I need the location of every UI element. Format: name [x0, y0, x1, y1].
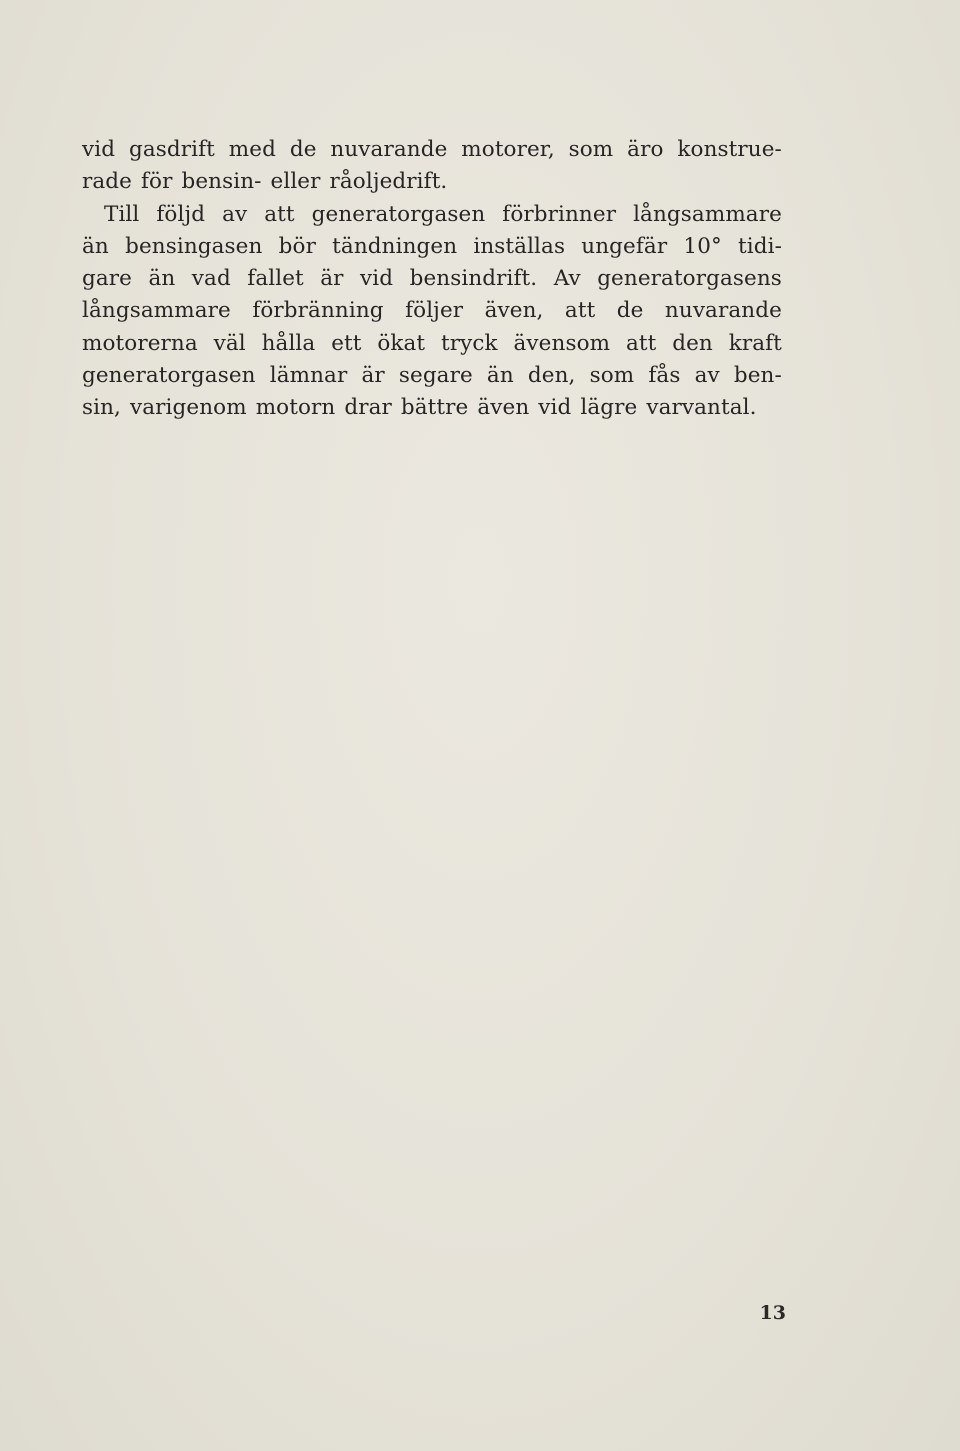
- page-number: 13: [759, 1302, 786, 1324]
- word: följer: [405, 298, 464, 324]
- word: motorerna: [82, 330, 198, 356]
- word: bättre: [400, 395, 469, 421]
- word: att: [564, 298, 596, 324]
- word: är: [320, 266, 344, 292]
- word: som: [589, 363, 635, 389]
- text-line: [82, 231, 782, 263]
- word: generatorgasens: [597, 266, 782, 292]
- word: råoljedrift.: [329, 169, 448, 195]
- word: tryck: [441, 330, 498, 356]
- word: även,: [484, 298, 544, 324]
- word: nuvarande: [330, 137, 448, 162]
- word: generatorgasen: [311, 201, 486, 227]
- word: än: [82, 233, 109, 259]
- word: med: [228, 137, 276, 162]
- word: vid: [360, 266, 394, 292]
- word: fås: [648, 363, 681, 389]
- word: ävensom: [513, 330, 611, 356]
- word: följd: [156, 201, 206, 227]
- word: väl: [213, 330, 246, 356]
- word: rade: [82, 169, 132, 195]
- word: gare: [82, 266, 132, 292]
- word: inställas: [473, 233, 566, 259]
- word: vid: [538, 395, 572, 421]
- text-line: [82, 263, 782, 295]
- word: nuvarande: [664, 298, 782, 324]
- word: av: [222, 201, 248, 227]
- word: bensingasen: [125, 233, 263, 259]
- word: generatorgasen: [82, 363, 256, 389]
- word: segare: [398, 363, 473, 389]
- word: kraft: [728, 330, 782, 356]
- word: att: [625, 330, 657, 356]
- word: bensindrift.: [409, 266, 538, 292]
- word: långsammare: [82, 298, 231, 324]
- word: de: [289, 137, 317, 162]
- word: ungefär: [581, 233, 668, 259]
- word: att: [264, 201, 295, 227]
- word: lägre: [580, 395, 638, 421]
- word: än: [486, 363, 514, 389]
- text-line: [82, 199, 782, 231]
- text-line: [82, 328, 782, 360]
- word: som: [568, 137, 614, 162]
- word: lämnar: [269, 363, 348, 389]
- word: varigenom: [130, 395, 247, 421]
- word: fallet: [247, 266, 304, 292]
- word: drar: [344, 395, 392, 421]
- word: de: [616, 298, 644, 324]
- text-line: [82, 392, 782, 424]
- word: är: [361, 363, 385, 389]
- word: vid: [82, 137, 116, 162]
- word: av: [694, 363, 720, 389]
- body-text: [82, 134, 782, 425]
- word: ett: [331, 330, 362, 356]
- word: motorer,: [461, 137, 555, 162]
- text-line: [82, 360, 782, 392]
- word: varvantal.: [646, 395, 757, 421]
- word: den: [672, 330, 713, 356]
- word: vad: [191, 266, 231, 292]
- word: förbränning: [252, 298, 384, 324]
- text-line: [82, 295, 782, 327]
- word: långsammare: [633, 201, 782, 227]
- word: Av: [553, 266, 581, 292]
- word: sin,: [82, 395, 121, 421]
- word: ökat: [377, 330, 426, 356]
- word: bör: [278, 233, 316, 259]
- word: Till: [104, 201, 140, 227]
- word: förbrinner: [502, 201, 617, 227]
- word: äro: [627, 137, 664, 162]
- word: motorn: [255, 395, 336, 421]
- word: den,: [527, 363, 576, 389]
- word: hålla: [261, 330, 316, 356]
- word: eller: [270, 169, 321, 195]
- word: bensin-: [181, 169, 262, 195]
- word: tändningen: [332, 233, 458, 259]
- text-line: [82, 134, 782, 166]
- word: tidi-: [738, 233, 782, 259]
- word: än: [148, 266, 176, 292]
- word: gasdrift: [128, 137, 215, 162]
- word: för: [140, 169, 173, 195]
- text-line: [82, 166, 782, 198]
- word: 10°: [683, 233, 722, 259]
- word: konstrue-: [677, 137, 782, 162]
- word: även: [477, 395, 530, 421]
- word: ben-: [733, 363, 782, 389]
